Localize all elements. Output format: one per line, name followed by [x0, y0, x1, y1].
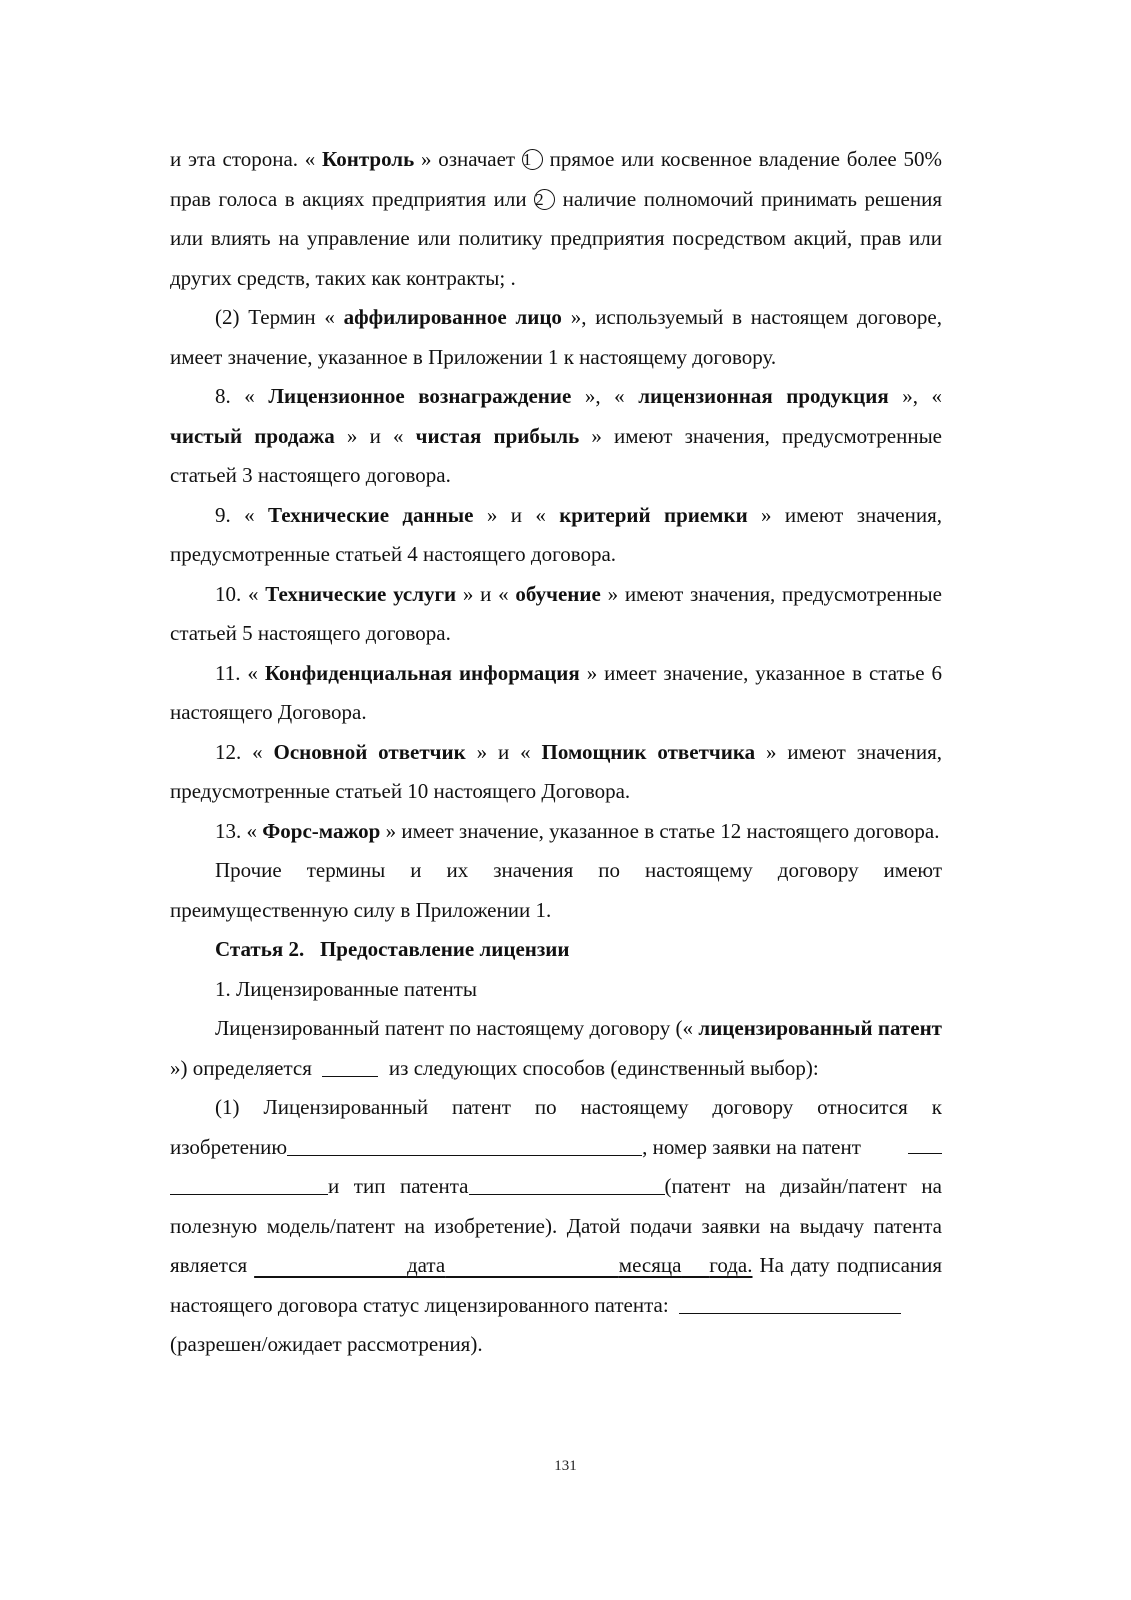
text-span: » имеют значения, предусмотренные статьей 10 настоящего Договора.	[170, 739, 943, 803]
text-span: изобретению	[170, 1134, 288, 1159]
text-span: из следующих способов (единственный выбор):	[383, 1055, 819, 1080]
term-licensed-patent: лицензированный патент	[698, 1016, 942, 1040]
term-affiliate: аффилированное лицо	[343, 305, 562, 329]
text-span: 10. «	[215, 581, 266, 606]
blank-patent-type-field[interactable]	[469, 1174, 665, 1195]
term-acceptance-criteria: критерий приемки	[559, 502, 748, 527]
text-span: » имеют значения, предусмотренные статьей 4 настоящего договора.	[170, 502, 942, 566]
text-span: » имеет значение, указанное в статье 12 настоящего договора.	[380, 818, 940, 843]
text-span: (патент на дизайн/патент на полезную модель/патент на изобретение). Датой подачи заявки на выдачу патента является	[170, 1174, 942, 1277]
text-span: 11. «	[215, 660, 265, 685]
text-span: 12. «	[215, 739, 274, 764]
article-heading	[170, 930, 942, 970]
text-span: » означает	[414, 147, 522, 171]
circled-number-1: 1	[522, 149, 543, 170]
document-body	[170, 140, 942, 1365]
text-span: На дату подписания настоящего договора статус лицензированного патента:	[170, 1253, 943, 1317]
text-span: , номер заявки на патент	[642, 1134, 861, 1159]
text-span: 9. «	[215, 502, 268, 527]
term-license-fee: Лицензионное вознаграждение	[268, 384, 572, 408]
blank-application-number-start[interactable]	[908, 1133, 942, 1154]
term-technical-data: Технические данные	[268, 502, 474, 527]
paragraph-item-9	[170, 496, 942, 575]
blank-patent-status-field[interactable]	[679, 1293, 901, 1314]
text-span: Лицензированный патент по настоящему договору («	[215, 1016, 699, 1040]
text-span: и эта сторона. «	[170, 147, 323, 171]
text-span: », «	[571, 384, 639, 408]
date-field-group[interactable]	[254, 1253, 752, 1277]
date-label: дата	[406, 1253, 446, 1277]
paragraph-other-terms	[170, 851, 942, 930]
text-span: прямое или косвенное владение более 50% прав голоса в акциях предприятия или	[170, 147, 942, 211]
text-span: (разрешен/ожидает рассмотрения).	[170, 1332, 483, 1356]
text-span: » и «	[473, 502, 560, 527]
paragraph-option-1-line-3	[170, 1167, 942, 1325]
paragraph-licensed-patents-title	[170, 970, 942, 1010]
paragraph-licensed-patent-definition	[170, 1009, 942, 1088]
page-number: 131	[554, 1458, 577, 1474]
text-span: Прочие термины и их значения по настоящему договору имеют преимущественную силу в Приложении 1.	[170, 858, 942, 922]
term-net-sales: чистый продажа	[170, 423, 335, 448]
text-span: » и «	[334, 423, 416, 448]
term-main-respondent: Основной ответчик	[273, 739, 466, 764]
text-span: », «	[888, 384, 943, 408]
term-licensed-products: лицензионная продукция	[638, 384, 889, 408]
blank-application-number-field[interactable]	[170, 1174, 328, 1195]
term-training: обучение	[515, 581, 601, 606]
term-confidential-info: Конфиденциальная информация	[264, 660, 580, 685]
paragraph-item-10	[170, 575, 942, 654]
text-span: наличие полномочий принимать решения или влиять на управление или политику предприятия посредством акций, прав или других средств, таких как контракты; .	[170, 186, 942, 290]
paragraph-item-11	[170, 654, 942, 733]
circled-number-2: 2	[534, 189, 555, 210]
paragraph-item-8	[170, 377, 942, 496]
term-net-profit: чистая прибыль	[415, 423, 580, 448]
blank-method-field[interactable]	[322, 1056, 378, 1077]
paragraph-control-definition	[170, 140, 942, 298]
text-span: (1) Лицензированный патент по настоящему договору относится к	[215, 1095, 942, 1119]
text-span: 8. «	[215, 384, 269, 408]
text-span: и тип патента	[328, 1174, 469, 1198]
term-force-majeure: Форс-мажор	[262, 818, 381, 843]
text-span: » имеет значение, указанное в статье 6 настоящего Договора.	[170, 660, 942, 724]
paragraph-item-13	[170, 812, 942, 852]
text-span: », используемый в настоящем договоре, имеет значение, указанное в Приложении 1 к настоящему договору.	[170, 305, 942, 369]
text-span: (2) Термин «	[215, 305, 344, 329]
paragraph-option-1-last-line	[170, 1325, 942, 1365]
text-span: » имеют значения, предусмотренные статьей 3 настоящего договора.	[170, 423, 943, 487]
term-technical-services: Технические услуги	[265, 581, 457, 606]
article-2-title: Статья 2. Предоставление лицензии	[215, 937, 570, 961]
term-assistant-respondent: Помощник ответчика	[541, 739, 756, 764]
text-span: 13. «	[215, 818, 263, 843]
term-control: Контроль	[322, 147, 415, 171]
text-span: 1. Лицензированные патенты	[215, 976, 477, 1001]
text-span: ») определяется	[170, 1055, 318, 1080]
paragraph-option-1-line-1	[170, 1088, 942, 1128]
year-label: года.	[709, 1253, 753, 1277]
text-span: » и «	[465, 739, 542, 764]
text-span: » имеют значения, предусмотренные статьей 5 настоящего договора.	[170, 581, 942, 645]
paragraph-option-1-line-2	[170, 1128, 942, 1168]
paragraph-affiliate	[170, 298, 942, 377]
month-label: месяца	[618, 1253, 682, 1277]
text-span: » и «	[456, 581, 516, 606]
paragraph-item-12	[170, 733, 942, 812]
blank-invention-field[interactable]	[287, 1135, 642, 1156]
